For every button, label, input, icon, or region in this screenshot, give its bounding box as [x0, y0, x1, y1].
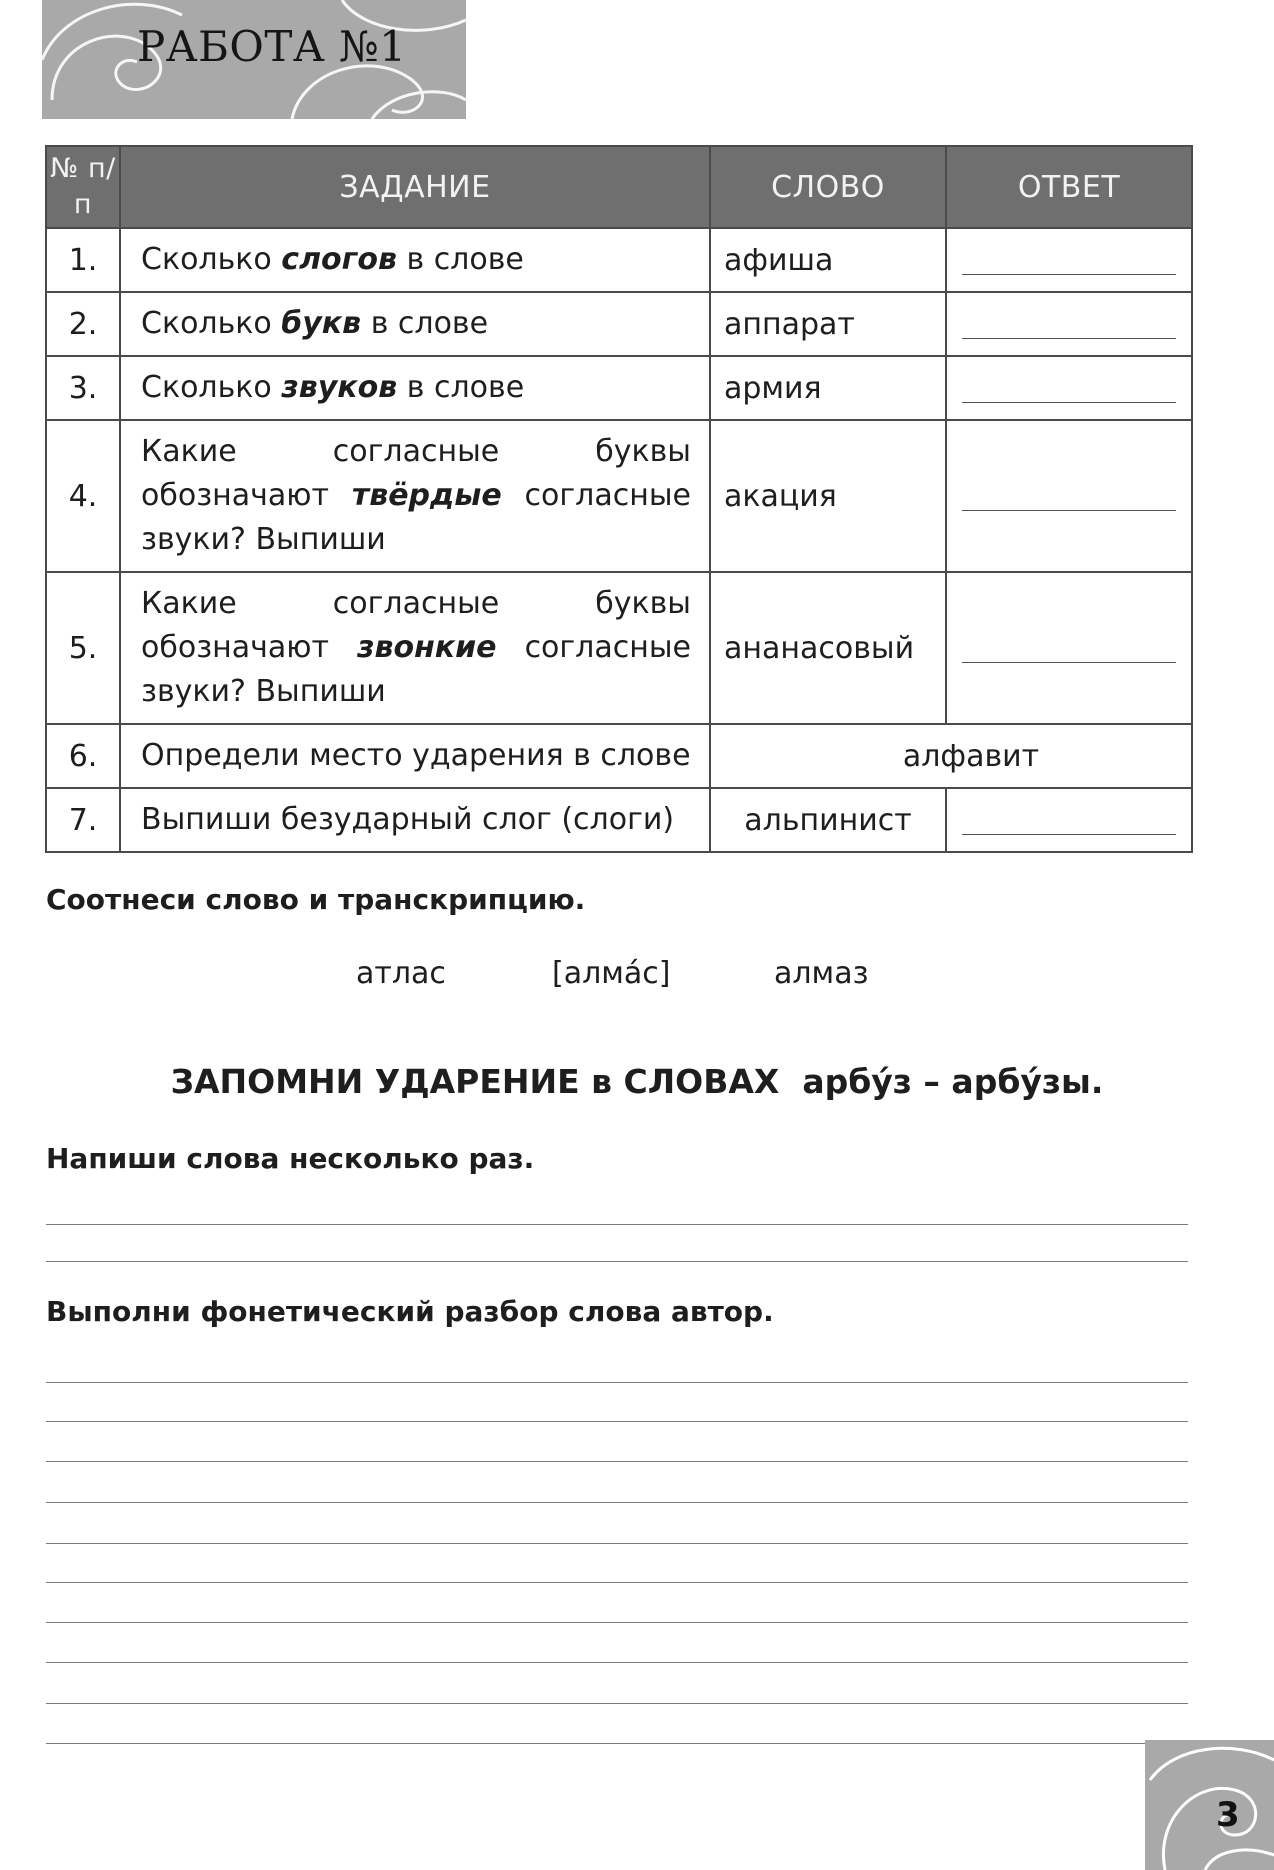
writing-line[interactable] [46, 1461, 1188, 1462]
match-word[interactable]: атлас [356, 956, 446, 991]
task-text: Выпиши безударный слог (слоги) [120, 788, 710, 852]
row-number: 2. [46, 292, 120, 356]
header-answer: ОТВЕТ [946, 146, 1192, 228]
task-table [45, 145, 1193, 853]
answer-line [962, 662, 1176, 663]
writing-line[interactable] [46, 1261, 1188, 1262]
table-header-row [46, 146, 1192, 228]
writing-line[interactable] [46, 1502, 1188, 1503]
answer-line [962, 338, 1176, 339]
answer-line [962, 510, 1176, 511]
task-text: Сколько букв в слове [120, 292, 710, 356]
writing-line[interactable] [46, 1743, 1188, 1744]
task-word: аппарат [710, 292, 946, 356]
writing-line[interactable] [46, 1662, 1188, 1663]
answer-cell[interactable] [946, 572, 1192, 724]
writing-line[interactable] [46, 1582, 1188, 1583]
row-number: 5. [46, 572, 120, 724]
row-number: 7. [46, 788, 120, 852]
answer-line [962, 834, 1176, 835]
match-transcription[interactable]: [алмáс] [552, 956, 671, 991]
answer-cell[interactable] [946, 788, 1192, 852]
task-word: акация [710, 420, 946, 572]
match-word[interactable]: алмаз [774, 956, 869, 991]
table-row [46, 788, 1192, 852]
writing-line[interactable] [46, 1703, 1188, 1704]
task-word: афиша [710, 228, 946, 292]
answer-cell[interactable] [946, 292, 1192, 356]
title-banner [42, 0, 466, 119]
task-text: Какие согласные буквы обозначают звонкие согласные звуки? Выпиши [120, 572, 710, 724]
table-row [46, 572, 1192, 724]
task-text: Сколько звуков в слове [120, 356, 710, 420]
table-row [46, 356, 1192, 420]
task-word: алфавит [710, 724, 1192, 788]
page-number: 3 [1216, 1795, 1240, 1835]
stress-memo: ЗАПОМНИ УДАРЕНИЕ в СЛОВАХ арбýз – арбýзы. [170, 1062, 1104, 1101]
page-title: РАБОТА №1 [137, 22, 407, 71]
table-row [46, 292, 1192, 356]
table-row [46, 420, 1192, 572]
header-word: СЛОВО [710, 146, 946, 228]
writing-line[interactable] [46, 1224, 1188, 1225]
answer-cell[interactable] [946, 356, 1192, 420]
answer-cell[interactable] [946, 228, 1192, 292]
table-row [46, 228, 1192, 292]
answer-cell[interactable] [946, 420, 1192, 572]
row-number: 6. [46, 724, 120, 788]
task-word: ананасовый [710, 572, 946, 724]
answer-line [962, 274, 1176, 275]
table-row [46, 724, 1192, 788]
swirl-ornament-icon [1145, 1740, 1274, 1870]
writing-line[interactable] [46, 1622, 1188, 1623]
task-text: Определи место ударения в слове [120, 724, 710, 788]
task-text: Сколько слогов в слове [120, 228, 710, 292]
write-instruction: Напиши слова несколько раз. [46, 1142, 535, 1175]
writing-line[interactable] [46, 1543, 1188, 1544]
writing-line[interactable] [46, 1421, 1188, 1422]
row-number: 3. [46, 356, 120, 420]
task-text: Какие согласные буквы обозначают твёрдые согласные звуки? Выпиши [120, 420, 710, 572]
row-number: 4. [46, 420, 120, 572]
task-word: армия [710, 356, 946, 420]
answer-line [962, 402, 1176, 403]
match-instruction: Соотнеси слово и транскрипцию. [46, 883, 586, 916]
header-num: № п/п [46, 146, 120, 228]
writing-line[interactable] [46, 1382, 1188, 1383]
page-corner-ornament [1145, 1740, 1274, 1870]
task-word: альпинист [710, 788, 946, 852]
row-number: 1. [46, 228, 120, 292]
header-task: ЗАДАНИЕ [120, 146, 710, 228]
phonetic-instruction: Выполни фонетический разбор слова автор. [46, 1295, 774, 1328]
